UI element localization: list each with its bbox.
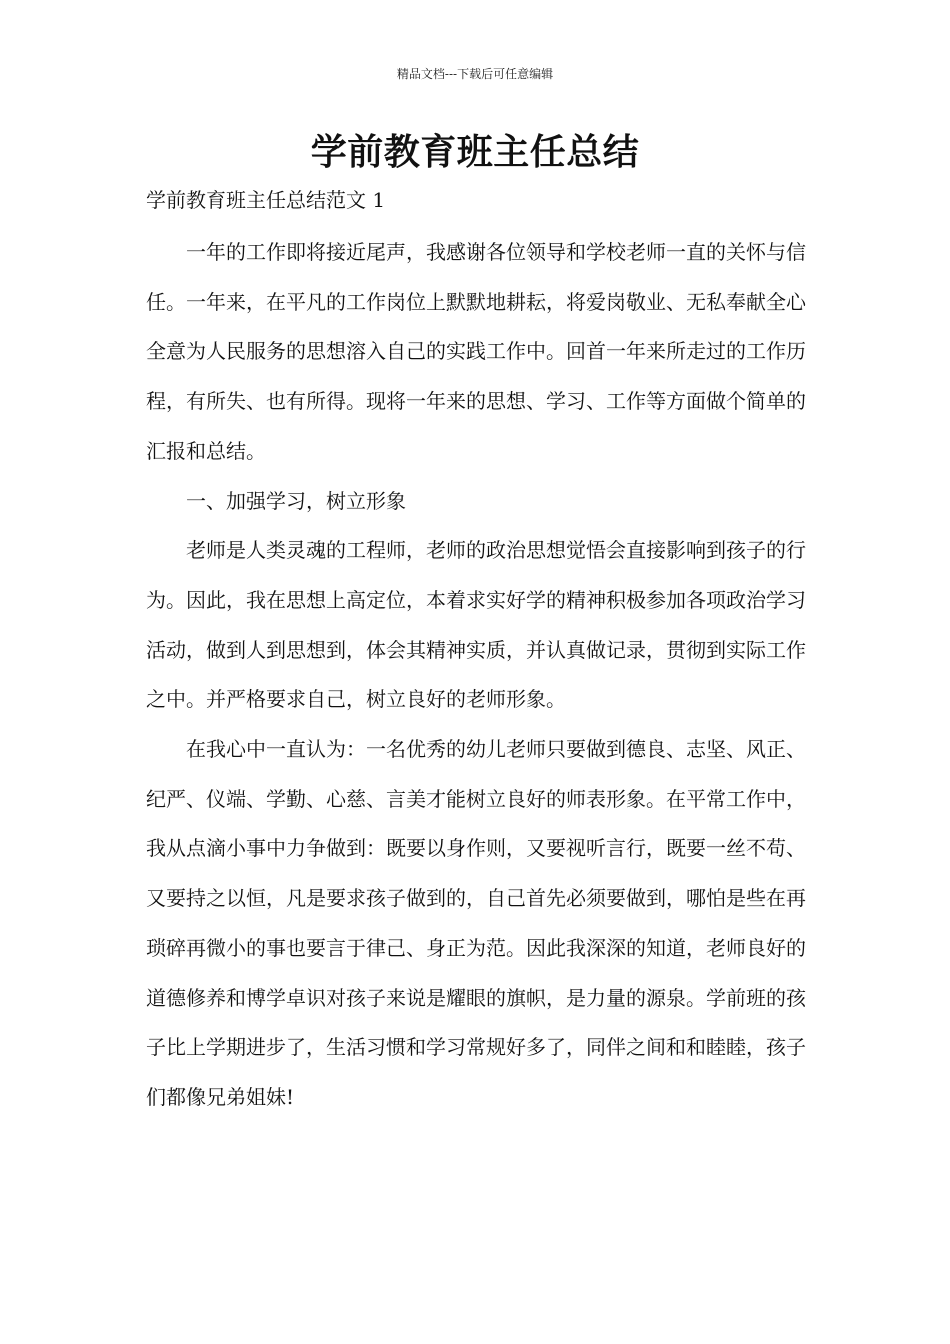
header-note: 精品文档---下载后可任意编辑	[396, 67, 554, 81]
paragraph-intro: 一年的工作即将接近尾声，我感谢各位领导和学校老师一直的关怀与信任。一年来，在平凡的工作岗位上默默地耕耘，将爱岗敬业、无私奉献全心全意为人民服务的思想溶入自己的实践工作中。回首一年来所走过的工作历程，有所失、也有所得。现将一年来的思想、学习、工作等方面做个简单的汇报和总结。	[146, 240, 806, 463]
paragraph-image: 在我心中一直认为：一名优秀的幼儿老师只要做到德良、志坚、风正、纪严、仪端、学勤、心慈、言美才能树立良好的师表形象。在平常工作中，我从点滴小事中力争做到：既要以身作则，又要视听言行，既要一丝不苟、又要持之以恒，凡是要求孩子做到的，自己首先必须要做到，哪怕是些在再琐碎再微小的事也要言于律己、身正为范。因此我深深的知道，老师良好的道德修养和博学卓识对孩子来说是耀眼的旗帜，是力量的源泉。学前班的孩子比上学期进步了，生活习惯和学习常规好多了，同伴之间和和睦睦，孩子们都像兄弟姐妹!	[146, 737, 806, 1109]
document-title: 学前教育班主任总结	[310, 132, 640, 173]
paragraph-study: 老师是人类灵魂的工程师，老师的政治思想觉悟会直接影响到孩子的行为。因此，我在思想上高定位，本着求实好学的精神积极参加各项政治学习活动，做到人到思想到，体会其精神实质，并认真做记录，贯彻到实际工作之中。并严格要求自己，树立良好的老师形象。	[146, 538, 806, 712]
section-heading: 一、加强学习，树立形象	[186, 488, 406, 513]
document-body	[146, 228, 806, 1123]
document-subtitle: 学前教育班主任总结范文 1	[146, 188, 386, 212]
